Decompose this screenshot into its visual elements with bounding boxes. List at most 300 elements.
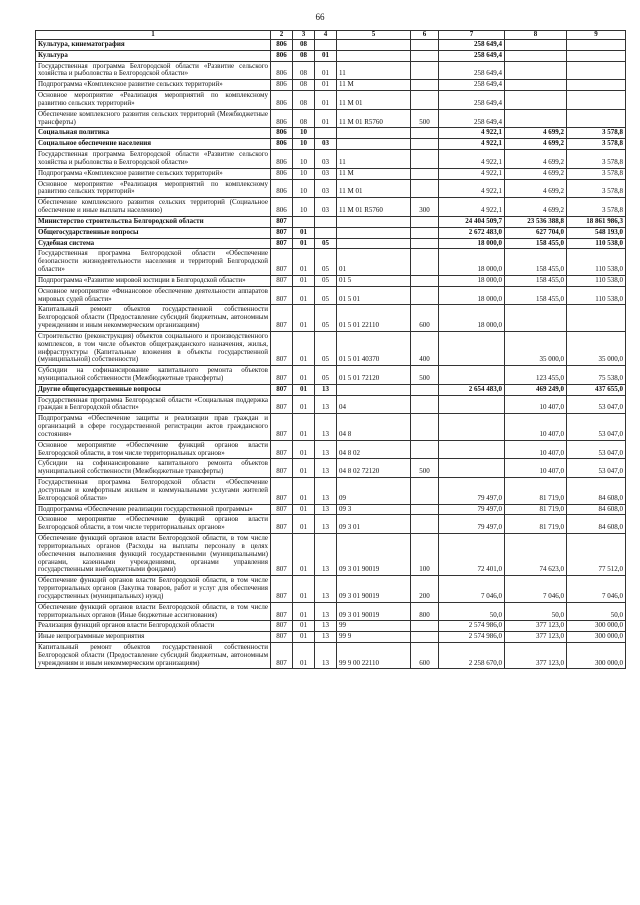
ministry-code-cell: 807 [271, 216, 293, 227]
amount-col9-cell: 84 608,0 [567, 478, 626, 504]
amount-col7-cell: 18 000,0 [439, 275, 505, 286]
section-code-cell [293, 216, 315, 227]
amount-col8-cell: 4 699,2 [505, 179, 567, 198]
amount-col8-cell [505, 109, 567, 128]
amount-col9-cell: 53 047,0 [567, 414, 626, 440]
target-item-code-cell [337, 50, 411, 61]
ministry-code-cell: 807 [271, 249, 293, 275]
amount-col9-cell: 3 578,8 [567, 128, 626, 139]
amount-col7-cell: 24 404 509,7 [439, 216, 505, 227]
amount-col7-cell: 4 922,1 [439, 128, 505, 139]
target-item-code-cell [337, 384, 411, 395]
expense-type-code-cell [411, 139, 439, 150]
amount-col9-cell: 53 047,0 [567, 440, 626, 459]
amount-col7-cell: 258 649,4 [439, 80, 505, 91]
amount-col7-cell: 79 497,0 [439, 478, 505, 504]
amount-col7-cell: 2 672 483,0 [439, 227, 505, 238]
table-row [36, 109, 626, 128]
amount-col8-cell: 377 123,0 [505, 632, 567, 643]
amount-col9-cell [567, 80, 626, 91]
section-code-cell: 08 [293, 91, 315, 110]
amount-col8-cell: 158 455,0 [505, 249, 567, 275]
amount-col7-cell: 50,0 [439, 602, 505, 621]
target-item-code-cell: 11 М 01 [337, 91, 411, 110]
expense-type-code-cell [411, 91, 439, 110]
ministry-code-cell: 806 [271, 198, 293, 217]
amount-col7-cell: 18 000,0 [439, 286, 505, 305]
ministry-code-cell: 807 [271, 305, 293, 331]
amount-col9-cell: 300 000,0 [567, 632, 626, 643]
amount-col7-cell: 2 654 483,0 [439, 384, 505, 395]
section-code-cell: 10 [293, 128, 315, 139]
expense-type-code-cell: 300 [411, 198, 439, 217]
expense-type-code-cell [411, 384, 439, 395]
row-name-cell: Другие общегосударственные вопросы [36, 384, 271, 395]
ministry-code-cell: 806 [271, 50, 293, 61]
ministry-code-cell: 807 [271, 384, 293, 395]
amount-col8-cell: 81 719,0 [505, 504, 567, 515]
subsection-code-cell: 01 [315, 109, 337, 128]
subsection-code-cell: 13 [315, 440, 337, 459]
table-row [36, 602, 626, 621]
target-item-code-cell: 09 3 01 90019 [337, 534, 411, 576]
amount-col7-cell: 258 649,4 [439, 61, 505, 80]
ministry-code-cell: 807 [271, 331, 293, 365]
section-code-cell: 10 [293, 198, 315, 217]
row-name-cell: Судебная система [36, 238, 271, 249]
subsection-code-cell: 13 [315, 576, 337, 602]
table-row [36, 384, 626, 395]
section-code-cell: 01 [293, 459, 315, 478]
amount-col9-cell: 18 861 986,3 [567, 216, 626, 227]
row-name-cell: Основное мероприятие «Реализация мероприятий по комплексному развитию сельских территорий» [36, 91, 271, 110]
row-name-cell: Обеспечение функций органов власти Белгородской области, в том числе территориальных органов (Закупка товаров, работ и услуг для обеспечения государственных (муниципальных) нужд) [36, 576, 271, 602]
expense-type-code-cell [411, 168, 439, 179]
amount-col7-cell: 18 000,0 [439, 305, 505, 331]
ministry-code-cell: 806 [271, 179, 293, 198]
amount-col9-cell [567, 40, 626, 51]
amount-col9-cell [567, 50, 626, 61]
row-name-cell: Государственная программа Белгородской области «Развитие сельского хозяйства и рыболовства в Белгородской области» [36, 150, 271, 169]
header-cell: 4 [315, 31, 337, 40]
target-item-code-cell: 99 9 [337, 632, 411, 643]
section-code-cell: 01 [293, 305, 315, 331]
table-row [36, 366, 626, 385]
expense-type-code-cell [411, 249, 439, 275]
target-item-code-cell: 01 [337, 249, 411, 275]
expense-type-code-cell: 500 [411, 459, 439, 478]
amount-col8-cell: 7 046,0 [505, 576, 567, 602]
amount-col7-cell: 18 000,0 [439, 249, 505, 275]
table-row [36, 275, 626, 286]
subsection-code-cell [315, 128, 337, 139]
amount-col7-cell: 79 497,0 [439, 515, 505, 534]
amount-col8-cell [505, 80, 567, 91]
amount-col9-cell: 3 578,8 [567, 179, 626, 198]
ministry-code-cell: 807 [271, 534, 293, 576]
ministry-code-cell: 806 [271, 80, 293, 91]
target-item-code-cell [337, 227, 411, 238]
amount-col9-cell: 3 578,8 [567, 198, 626, 217]
table-row [36, 515, 626, 534]
amount-col9-cell: 3 578,8 [567, 168, 626, 179]
amount-col7-cell [439, 440, 505, 459]
section-code-cell: 08 [293, 61, 315, 80]
row-name-cell: Культура [36, 50, 271, 61]
expense-type-code-cell: 500 [411, 366, 439, 385]
table-row [36, 504, 626, 515]
ministry-code-cell: 806 [271, 128, 293, 139]
target-item-code-cell: 11 М [337, 168, 411, 179]
section-code-cell: 08 [293, 109, 315, 128]
expense-type-code-cell [411, 504, 439, 515]
subsection-code-cell: 05 [315, 238, 337, 249]
expense-type-code-cell [411, 61, 439, 80]
ministry-code-cell: 806 [271, 150, 293, 169]
section-code-cell: 01 [293, 621, 315, 632]
amount-col8-cell [505, 91, 567, 110]
subsection-code-cell: 13 [315, 459, 337, 478]
expense-type-code-cell: 400 [411, 331, 439, 365]
amount-col7-cell: 258 649,4 [439, 50, 505, 61]
amount-col7-cell [439, 459, 505, 478]
amount-col8-cell: 35 000,0 [505, 331, 567, 365]
expense-type-code-cell [411, 216, 439, 227]
subsection-code-cell: 13 [315, 621, 337, 632]
target-item-code-cell [337, 128, 411, 139]
amount-col9-cell [567, 91, 626, 110]
amount-col7-cell: 2 574 986,0 [439, 632, 505, 643]
amount-col8-cell: 74 623,0 [505, 534, 567, 576]
amount-col8-cell: 10 407,0 [505, 414, 567, 440]
amount-col7-cell: 72 401,0 [439, 534, 505, 576]
amount-col7-cell: 79 497,0 [439, 504, 505, 515]
amount-col7-cell: 2 574 986,0 [439, 621, 505, 632]
row-name-cell: Иные непрограммные мероприятия [36, 632, 271, 643]
amount-col7-cell: 18 000,0 [439, 238, 505, 249]
amount-col8-cell: 23 536 388,8 [505, 216, 567, 227]
amount-col9-cell: 548 193,0 [567, 227, 626, 238]
amount-col8-cell: 10 407,0 [505, 440, 567, 459]
subsection-code-cell: 13 [315, 632, 337, 643]
target-item-code-cell: 11 М 01 R5760 [337, 109, 411, 128]
amount-col8-cell: 158 455,0 [505, 286, 567, 305]
section-code-cell: 08 [293, 40, 315, 51]
amount-col7-cell: 258 649,4 [439, 40, 505, 51]
table-row [36, 643, 626, 669]
subsection-code-cell: 03 [315, 198, 337, 217]
ministry-code-cell: 807 [271, 286, 293, 305]
row-name-cell: Общегосударственные вопросы [36, 227, 271, 238]
amount-col8-cell [505, 50, 567, 61]
amount-col8-cell: 158 455,0 [505, 238, 567, 249]
section-code-cell: 01 [293, 238, 315, 249]
amount-col9-cell [567, 61, 626, 80]
ministry-code-cell: 807 [271, 395, 293, 414]
row-name-cell: Капитальный ремонт объектов государственной собственности Белгородской области (Предоставление субсидий бюджетным, автономным учреждениям и иным некоммерческим организациям) [36, 305, 271, 331]
table-row [36, 534, 626, 576]
amount-col9-cell: 77 512,0 [567, 534, 626, 576]
amount-col8-cell: 377 123,0 [505, 643, 567, 669]
target-item-code-cell: 09 [337, 478, 411, 504]
expense-type-code-cell [411, 286, 439, 305]
amount-col8-cell: 81 719,0 [505, 515, 567, 534]
amount-col7-cell: 4 922,1 [439, 168, 505, 179]
amount-col7-cell: 258 649,4 [439, 91, 505, 110]
expense-type-code-cell [411, 128, 439, 139]
ministry-code-cell: 807 [271, 602, 293, 621]
expense-type-code-cell: 100 [411, 534, 439, 576]
subsection-code-cell: 13 [315, 602, 337, 621]
row-name-cell: Обеспечение функций органов власти Белгородской области, в том числе территориальных органов (Иные бюджетные ассигнования) [36, 602, 271, 621]
target-item-code-cell [337, 238, 411, 249]
target-item-code-cell: 04 [337, 395, 411, 414]
amount-col9-cell: 35 000,0 [567, 331, 626, 365]
section-code-cell: 01 [293, 366, 315, 385]
table-row [36, 632, 626, 643]
amount-col9-cell: 53 047,0 [567, 459, 626, 478]
target-item-code-cell: 99 [337, 621, 411, 632]
target-item-code-cell: 09 3 01 [337, 515, 411, 534]
row-name-cell: Основное мероприятие «Реализация мероприятий по комплексному развитию сельских территорий» [36, 179, 271, 198]
subsection-code-cell: 03 [315, 139, 337, 150]
target-item-code-cell: 99 9 00 22110 [337, 643, 411, 669]
subsection-code-cell: 01 [315, 50, 337, 61]
section-code-cell: 01 [293, 478, 315, 504]
header-cell: 6 [411, 31, 439, 40]
amount-col8-cell: 123 455,0 [505, 366, 567, 385]
table-row [36, 478, 626, 504]
target-item-code-cell: 01 5 01 [337, 286, 411, 305]
expense-type-code-cell [411, 238, 439, 249]
table-row [36, 179, 626, 198]
target-item-code-cell: 09 3 01 90019 [337, 576, 411, 602]
section-code-cell: 01 [293, 576, 315, 602]
row-name-cell: Подпрограмма «Комплексное развитие сельских территорий» [36, 168, 271, 179]
expense-type-code-cell [411, 440, 439, 459]
table-row [36, 168, 626, 179]
row-name-cell: Капитальный ремонт объектов государственной собственности Белгородской области (Предоставление субсидий бюджетным, автономным учреждениям и иным некоммерческим организациям) [36, 643, 271, 669]
target-item-code-cell: 04 8 02 [337, 440, 411, 459]
ministry-code-cell: 807 [271, 621, 293, 632]
table-row [36, 150, 626, 169]
table-row [36, 286, 626, 305]
amount-col7-cell [439, 366, 505, 385]
ministry-code-cell: 807 [271, 227, 293, 238]
amount-col7-cell [439, 414, 505, 440]
expense-type-code-cell [411, 275, 439, 286]
ministry-code-cell: 806 [271, 91, 293, 110]
section-code-cell: 01 [293, 286, 315, 305]
amount-col9-cell: 300 000,0 [567, 621, 626, 632]
row-name-cell: Основное мероприятие «Обеспечение функций органов власти Белгородской области, в том числе территориальных органов» [36, 515, 271, 534]
table-row [36, 40, 626, 51]
expense-type-code-cell [411, 40, 439, 51]
section-code-cell: 01 [293, 395, 315, 414]
header-cell: 1 [36, 31, 271, 40]
amount-col7-cell: 7 046,0 [439, 576, 505, 602]
expense-type-code-cell [411, 478, 439, 504]
ministry-code-cell: 807 [271, 478, 293, 504]
expense-type-code-cell [411, 179, 439, 198]
target-item-code-cell: 11 М 01 R5760 [337, 198, 411, 217]
amount-col9-cell [567, 305, 626, 331]
subsection-code-cell [315, 227, 337, 238]
header-cell: 7 [439, 31, 505, 40]
target-item-code-cell: 11 [337, 61, 411, 80]
section-code-cell: 01 [293, 249, 315, 275]
row-name-cell: Социальная политика [36, 128, 271, 139]
subsection-code-cell: 05 [315, 249, 337, 275]
row-name-cell: Социальное обеспечение населения [36, 139, 271, 150]
table-row [36, 216, 626, 227]
target-item-code-cell [337, 139, 411, 150]
amount-col9-cell: 3 578,8 [567, 150, 626, 169]
amount-col8-cell: 4 699,2 [505, 128, 567, 139]
section-code-cell: 01 [293, 275, 315, 286]
target-item-code-cell: 09 3 [337, 504, 411, 515]
row-name-cell: Обеспечение функций органов власти Белгородской области, в том числе территориальных органов (Расходы на выплаты персоналу в целях обеспечения выполнения функций государственными (муниципальными) органами, казенными учреждениями, органами управления государственными внебюджетными фондами) [36, 534, 271, 576]
target-item-code-cell: 01 5 [337, 275, 411, 286]
header-cell: 2 [271, 31, 293, 40]
row-name-cell: Субсидии на софинансирование капитального ремонта объектов муниципальной собственности (Межбюджетные трансферты) [36, 459, 271, 478]
ministry-code-cell: 807 [271, 504, 293, 515]
table-row [36, 395, 626, 414]
expense-type-code-cell: 800 [411, 602, 439, 621]
target-item-code-cell: 04 8 02 72120 [337, 459, 411, 478]
subsection-code-cell: 13 [315, 478, 337, 504]
row-name-cell: Государственная программа Белгородской области «Социальная поддержка граждан в Белгородской области» [36, 395, 271, 414]
amount-col9-cell: 437 655,0 [567, 384, 626, 395]
ministry-code-cell: 807 [271, 632, 293, 643]
header-cell: 5 [337, 31, 411, 40]
row-name-cell: Субсидии на софинансирование капитального ремонта объектов муниципальной собственности (Межбюджетные трансферты) [36, 366, 271, 385]
expense-type-code-cell: 500 [411, 109, 439, 128]
ministry-code-cell: 806 [271, 61, 293, 80]
row-name-cell: Основное мероприятие «Обеспечение функций органов власти Белгородской области, в том числе территориальных органов» [36, 440, 271, 459]
table-row [36, 414, 626, 440]
target-item-code-cell: 11 М [337, 80, 411, 91]
amount-col7-cell: 4 922,1 [439, 150, 505, 169]
section-code-cell: 08 [293, 80, 315, 91]
section-code-cell: 01 [293, 504, 315, 515]
header-cell: 8 [505, 31, 567, 40]
amount-col8-cell: 50,0 [505, 602, 567, 621]
row-name-cell: Государственная программа Белгородской области «Обеспечение безопасности жизнедеятельности населения и территорий Белгородской области» [36, 249, 271, 275]
expense-type-code-cell [411, 150, 439, 169]
ministry-code-cell: 806 [271, 40, 293, 51]
target-item-code-cell: 11 М 01 [337, 179, 411, 198]
amount-col8-cell: 4 699,2 [505, 139, 567, 150]
amount-col9-cell: 3 578,8 [567, 139, 626, 150]
target-item-code-cell: 01 5 01 72120 [337, 366, 411, 385]
section-code-cell: 10 [293, 179, 315, 198]
target-item-code-cell: 04 8 [337, 414, 411, 440]
amount-col7-cell: 2 258 670,0 [439, 643, 505, 669]
header-cell: 3 [293, 31, 315, 40]
budget-table [35, 30, 626, 669]
amount-col9-cell [567, 109, 626, 128]
section-code-cell: 01 [293, 384, 315, 395]
expense-type-code-cell [411, 395, 439, 414]
amount-col7-cell: 4 922,1 [439, 139, 505, 150]
section-code-cell: 01 [293, 643, 315, 669]
target-item-code-cell: 01 5 01 40370 [337, 331, 411, 365]
subsection-code-cell: 05 [315, 366, 337, 385]
section-code-cell: 10 [293, 168, 315, 179]
table-row [36, 331, 626, 365]
row-name-cell: Реализация функций органов власти Белгородской области [36, 621, 271, 632]
expense-type-code-cell [411, 515, 439, 534]
expense-type-code-cell [411, 621, 439, 632]
amount-col7-cell: 4 922,1 [439, 179, 505, 198]
subsection-code-cell: 01 [315, 80, 337, 91]
subsection-code-cell: 05 [315, 286, 337, 305]
amount-col8-cell: 158 455,0 [505, 275, 567, 286]
amount-col9-cell: 53 047,0 [567, 395, 626, 414]
target-item-code-cell: 11 [337, 150, 411, 169]
header-cell: 9 [567, 31, 626, 40]
expense-type-code-cell [411, 50, 439, 61]
subsection-code-cell: 01 [315, 91, 337, 110]
amount-col8-cell [505, 305, 567, 331]
subsection-code-cell: 03 [315, 168, 337, 179]
row-name-cell: Подпрограмма «Обеспечение защиты и реализации прав граждан и организаций в сфере государственной регистрации актов гражданского состояния» [36, 414, 271, 440]
ministry-code-cell: 806 [271, 168, 293, 179]
table-row [36, 139, 626, 150]
amount-col9-cell: 110 538,0 [567, 249, 626, 275]
amount-col9-cell: 50,0 [567, 602, 626, 621]
ministry-code-cell: 807 [271, 643, 293, 669]
section-code-cell: 01 [293, 414, 315, 440]
amount-col8-cell: 4 699,2 [505, 198, 567, 217]
target-item-code-cell [337, 40, 411, 51]
amount-col8-cell: 10 407,0 [505, 395, 567, 414]
row-name-cell: Подпрограмма «Развитие мировой юстиции в Белгородской области» [36, 275, 271, 286]
amount-col7-cell: 258 649,4 [439, 109, 505, 128]
amount-col8-cell: 469 249,0 [505, 384, 567, 395]
row-name-cell: Культура, кинематография [36, 40, 271, 51]
section-code-cell: 01 [293, 331, 315, 365]
ministry-code-cell: 807 [271, 238, 293, 249]
amount-col9-cell: 300 000,0 [567, 643, 626, 669]
amount-col9-cell: 110 538,0 [567, 238, 626, 249]
amount-col9-cell: 7 046,0 [567, 576, 626, 602]
amount-col8-cell: 4 699,2 [505, 150, 567, 169]
expense-type-code-cell: 600 [411, 643, 439, 669]
expense-type-code-cell: 600 [411, 305, 439, 331]
subsection-code-cell: 13 [315, 534, 337, 576]
subsection-code-cell [315, 40, 337, 51]
subsection-code-cell: 05 [315, 331, 337, 365]
ministry-code-cell: 806 [271, 139, 293, 150]
amount-col8-cell [505, 61, 567, 80]
section-code-cell: 10 [293, 150, 315, 169]
table-row [36, 238, 626, 249]
table-row [36, 227, 626, 238]
row-name-cell: Основное мероприятие «Финансовое обеспечение деятельности аппаратов мировых судей области» [36, 286, 271, 305]
section-code-cell: 01 [293, 602, 315, 621]
amount-col8-cell: 627 704,0 [505, 227, 567, 238]
subsection-code-cell: 03 [315, 179, 337, 198]
section-code-cell: 01 [293, 534, 315, 576]
row-name-cell: Государственная программа Белгородской области «Обеспечение доступным и комфортным жильем и коммунальными услугами жителей Белгородской области» [36, 478, 271, 504]
section-code-cell: 01 [293, 632, 315, 643]
budget-table-sheet [35, 30, 625, 669]
row-name-cell: Подпрограмма «Обеспечение реализации государственной программы» [36, 504, 271, 515]
ministry-code-cell: 807 [271, 440, 293, 459]
expense-type-code-cell [411, 414, 439, 440]
